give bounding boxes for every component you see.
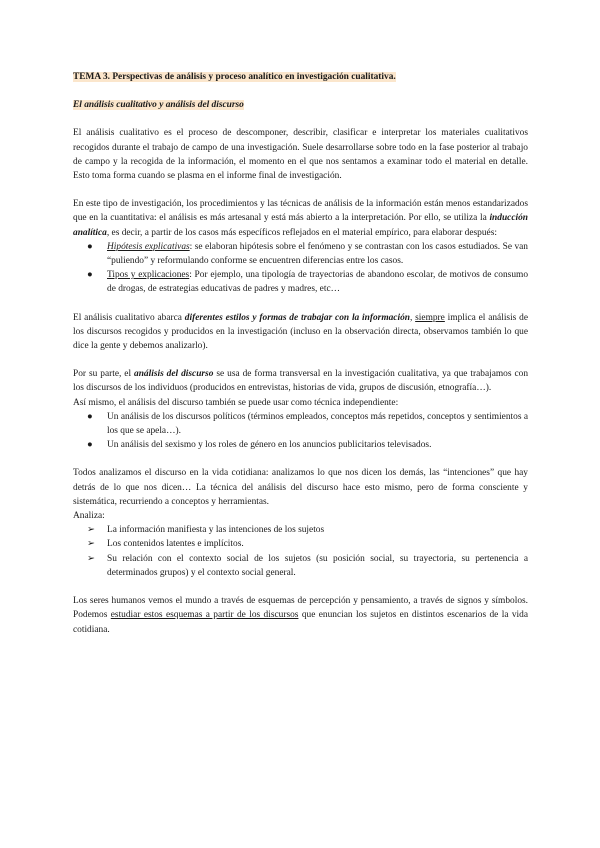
paragraph-1: El análisis cualitativo es el proceso de descomponer, describir, clasificar e interpretar los materiales cualitativos recogidos durante el trabajo de campo de una investigación. Suele desarrollarse sobre todo en la fase posterior al trabajo de campo y la recogida de la información, el momento en el que nos sentamos a examinar todo el material en detalle. Esto toma forma cuando se plasma en el informe final de investigación. <box>73 128 528 182</box>
list-item: ➢ Su relación con el contexto social de los sujetos (su posición social, su trayectoria, su pertenencia a determinados grupos) y el contexto social general. <box>87 553 528 578</box>
emphasis-analisis-discurso: análisis del discurso <box>134 369 214 380</box>
list-item: ● Hipótesis explicativas: se elaboran hipótesis sobre el fenómeno y se contrastan con los casos estudiados. Se van “puliendo” y reformulando conforme se encuentren diferencias entre los casos. <box>87 241 528 267</box>
bullet-list-2 <box>73 410 528 453</box>
emphasis-induccion: inducción analítica <box>73 213 528 238</box>
document-title <box>73 70 528 84</box>
arrow-marker: ➢ <box>87 539 95 550</box>
list-item: ● Tipos y explicaciones: Por ejemplo, una tipología de trayectorias de abandono escolar, de motivos de consumo de drogas, de estrategias educativas de padres y madres, etc… <box>87 270 529 295</box>
list-item: ➢ Los contenidos latentes e implícitos. <box>73 537 528 551</box>
underline-siempre: siempre <box>415 312 445 323</box>
paragraph-5-label: Analiza: <box>73 511 105 522</box>
underline-esquemas: estudiar estos esquemas a partir de los discursos <box>110 610 299 621</box>
paragraph-3: El análisis cualitativo abarca diferentes estilos y formas de trabajar con la información, siempre implica el análisis de los discursos recogidos y producidos en la investigación (incluso en la observación directa, observamos también lo que dice la gente y debemos analizarlo). <box>73 312 528 352</box>
section-subtitle <box>73 98 528 112</box>
paragraph-2: En este tipo de investigación, los procedimientos y las técnicas de análisis de la información están menos estandarizados que en la cuantitativa: el análisis es más artesanal y está más abierto a la interpretación. Por ello, se utiliza la inducción analítica, es decir, a partir de los casos más específicos reflejados en el material empírico, para elaborar después: <box>73 199 528 238</box>
list-item: ● Un análisis de los discursos políticos (términos empleados, conceptos más repetidos, conceptos y sentimientos a los que se apela…). <box>87 411 528 437</box>
bullet-marker: ● <box>87 241 93 252</box>
arrow-list <box>73 523 528 580</box>
document-body <box>73 70 528 651</box>
paragraph-4: Por su parte, el análisis del discurso se usa de forma transversal en la investigación cualitativa, ya que trabajamos con los discursos de los individuos (producidos en entrevistas, historias de vida, grupos de discusión, etnografía…). <box>73 369 529 394</box>
emphasis-estilos: diferentes estilos y formas de trabajar con la información <box>184 312 410 323</box>
paragraph-5: Todos analizamos el discurso en la vida cotidiana: analizamos lo que nos dicen los demás, las “intenciones” que hay detrás de lo que nos dicen… La técnica del análisis del discurso hace esto mismo, pero de forma consciente y sistemática, recurriendo a conceptos y herramientas. <box>73 468 528 507</box>
bullet-marker: ● <box>87 270 93 281</box>
paragraph-6: Los seres humanos vemos el mundo a través de esquemas de percepción y pensamiento, a través de signos y símbolos. Podemos estudiar estos esquemas a partir de los discursos que enuncian los sujetos en distintos escenarios de la vida cotidiana. <box>73 596 528 635</box>
term-tipos: Tipos y explicaciones <box>107 270 190 281</box>
bullet-marker: ● <box>87 440 93 451</box>
arrow-marker: ➢ <box>87 525 95 536</box>
bullet-marker: ● <box>87 411 93 422</box>
arrow-marker: ➢ <box>87 553 95 564</box>
list-item: ➢ La información manifiesta y las intenciones de los sujetos <box>73 523 528 537</box>
title-highlight: TEMA 3. Perspectivas de análisis y proceso analítico en investigación cualitativa. <box>73 72 396 82</box>
subtitle-highlight: El análisis cualitativo y análisis del discurso <box>73 100 244 111</box>
term-hipotesis: Hipótesis explicativas <box>107 241 190 252</box>
paragraph-4b: Así mismo, el análisis del discurso también se puede usar como técnica independiente: <box>73 397 399 408</box>
bullet-list-1 <box>73 240 528 297</box>
list-item: ● Un análisis del sexismo y los roles de género en los anuncios publicitarios televisados. <box>73 438 528 452</box>
